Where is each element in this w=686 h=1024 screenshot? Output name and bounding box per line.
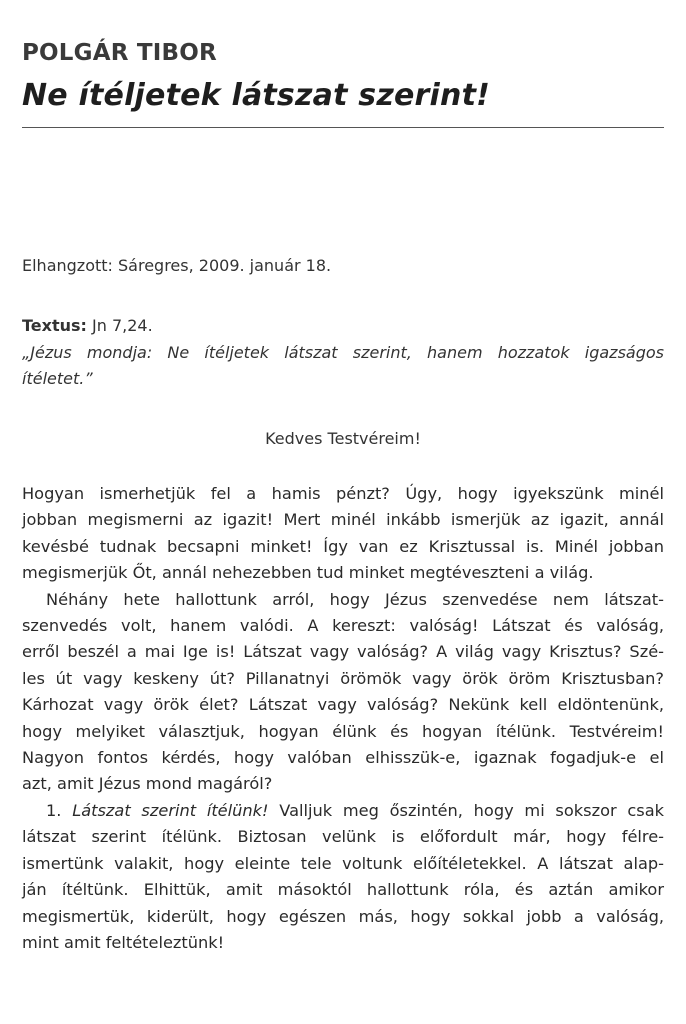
text-line: Hogyan ismerhetjük fel a hamis pénzt? Úgy, hogy igyekszünk minél	[22, 484, 664, 503]
quote-line: ítéletet.”	[22, 369, 93, 388]
delivery-info: Elhangzott: Sáregres, 2009. január 18.	[22, 256, 332, 275]
paragraph-3	[22, 798, 664, 956]
scripture-quote	[22, 340, 664, 392]
sermon-body	[22, 481, 664, 956]
text-line	[22, 798, 664, 824]
text-line: Kárhozat vagy örök élet? Látszat vagy valóság? Nekünk kell eldöntenünk,	[22, 695, 664, 715]
point-number: 1.	[46, 800, 73, 820]
point-heading: Látszat szerint ítélünk!	[72, 800, 269, 820]
text-line: látszat szerint ítélünk. Biztosan velünk is előfordult már, hogy félre-	[22, 827, 664, 847]
text-line: kevésbé tudnak becsapni minket! Így van ez Krisztussal is. Minél jobban	[22, 536, 664, 556]
textus-label: Textus:	[22, 316, 87, 335]
text-line: Nagyon fontos kérdés, hogy valóban elhisszük-e, igaznak fogadjuk-e el	[22, 748, 664, 768]
sermon-title: Ne ítéljetek látszat szerint!	[22, 78, 491, 113]
textus-reference	[22, 316, 153, 335]
text-line: szenvedés volt, hanem valódi. A kereszt: valóság! Látszat és valóság,	[22, 616, 664, 636]
title-divider	[22, 127, 664, 128]
text-fragment: Valljuk meg őszintén, hogy mi sokszor csak	[268, 800, 665, 820]
text-line: jobban megismerni az igazit! Mert minél inkább ismerjük az igazit, annál	[22, 510, 664, 530]
paragraph-2	[22, 587, 664, 798]
quote-line: „Jézus mondja: Ne ítéljetek látszat szerint, hanem hozzatok igazságos	[22, 343, 664, 362]
text-line: megismerjük Őt, annál nehezebben tud minket megtéveszteni a világ.	[22, 563, 594, 583]
text-line: ján ítéltünk. Elhittük, amit másoktól hallottunk róla, és aztán amikor	[22, 880, 664, 900]
textus-ref: Jn 7,24.	[86, 316, 153, 335]
paragraph-1	[22, 481, 664, 587]
greeting: Kedves Testvéreim!	[265, 429, 421, 448]
text-line: ismertünk valakit, hogy eleinte tele voltunk előítéletekkel. A látszat alap-	[22, 853, 664, 873]
author-name: POLGÁR TIBOR	[22, 40, 217, 66]
text-line: mint amit feltételeztünk!	[22, 932, 225, 952]
text-line: les út vagy keskeny út? Pillanatnyi örömök vagy örök öröm Krisztusban?	[22, 668, 664, 688]
text-line: azt, amit Jézus mond magáról?	[22, 774, 273, 794]
text-line: Néhány hete hallottunk arról, hogy Jézus szenvedése nem látszat-	[46, 589, 664, 609]
text-line: erről beszél a mai Ige is! Látszat vagy valóság? A világ vagy Krisztus? Szé-	[22, 642, 664, 662]
text-line: megismertük, kiderült, hogy egészen más, hogy sokkal jobb a valóság,	[22, 906, 664, 926]
text-line: hogy melyiket választjuk, hogyan élünk és hogyan ítélünk. Testvéreim!	[22, 721, 664, 741]
